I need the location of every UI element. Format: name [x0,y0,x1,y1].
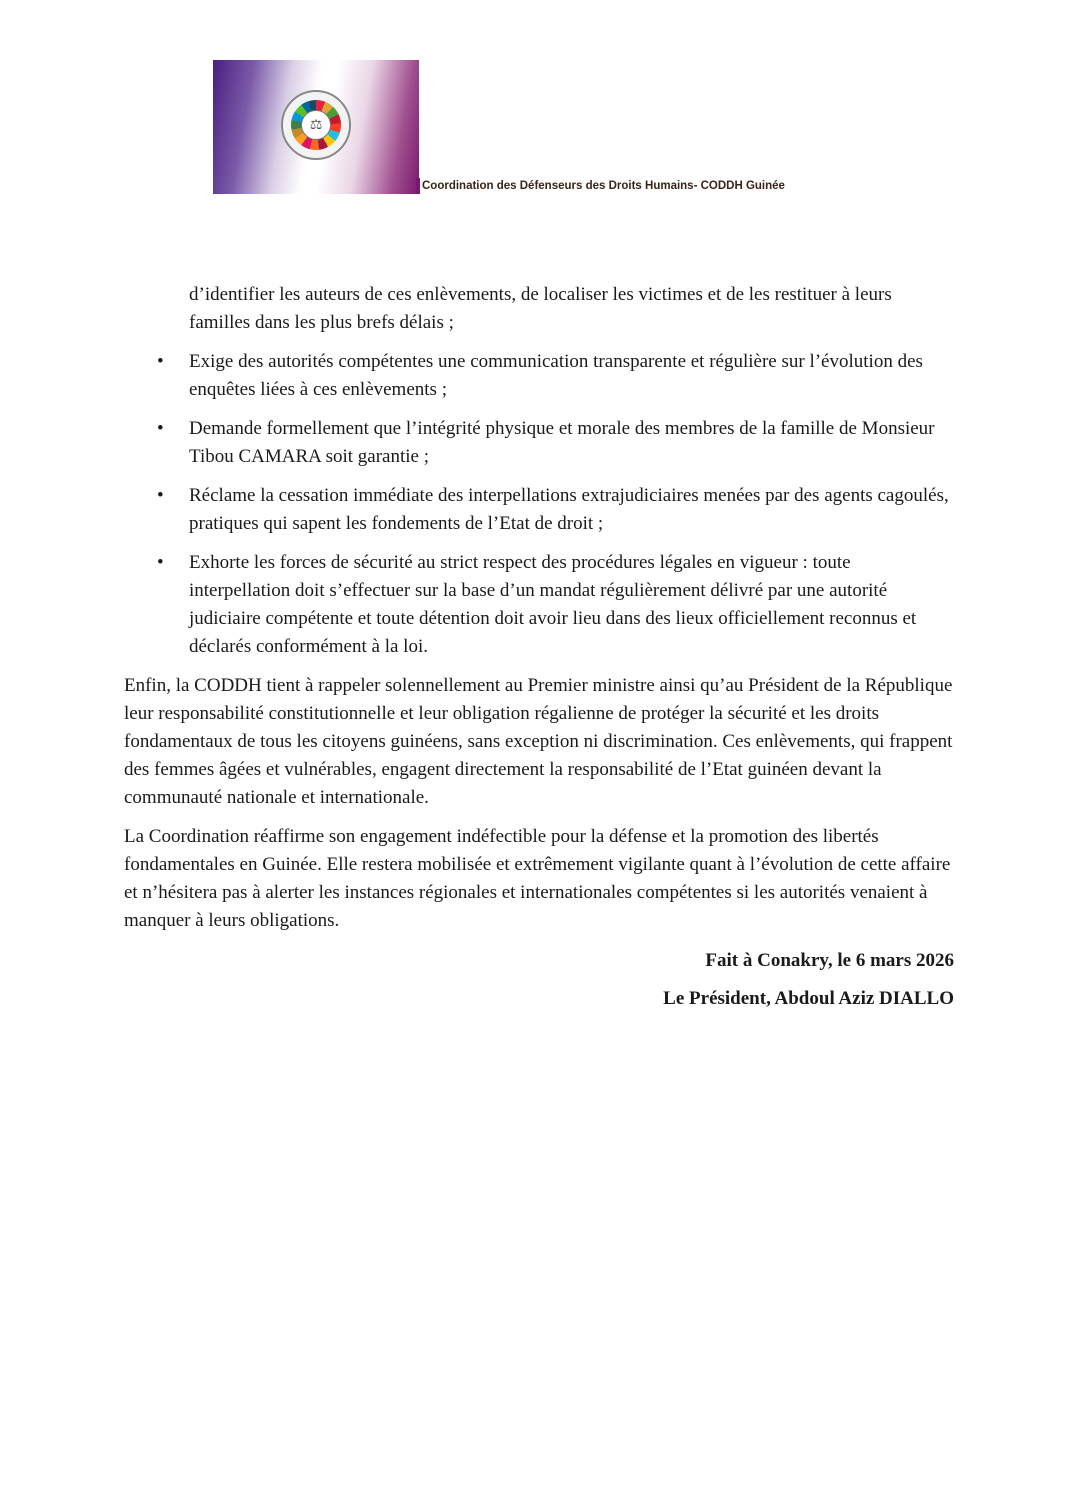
banner-accent-bar [416,178,420,194]
bullet-icon: • [157,418,164,439]
list-item-text: Réclame la cessation immédiate des interpellations extrajudiciaires menées par des agents cagoulés, pratiques qui sapent les fondements de l’Etat de droit ; [189,485,949,534]
list-item [124,482,954,538]
scales-of-justice-icon: ⚖ [301,110,331,140]
place-date: Fait à Conakry, le 6 mars 2026 [705,950,954,971]
bullet-icon: • [157,552,164,573]
signatory: Le Président, Abdoul Aziz DIALLO [663,988,954,1009]
document-body [124,281,954,1013]
list-item [124,348,954,404]
list-item-text: Demande formellement que l’intégrité physique et morale des membres de la famille de Monsieur Tibou CAMARA soit garantie ; [189,418,935,467]
paragraph-responsibility: Enfin, la CODDH tient à rappeler solennellement au Premier ministre ainsi qu’au Président de la République leur responsabilité constitutionnelle et leur obligation régalienne de protéger la sécurité et les droits fondamentaux de tous les citoyens guinéens, sans exception ni discrimination. Ces enlèvements, qui frappent des femmes âgées et vulnérables, engagent directement la responsabilité de l’Etat guinéen devant la communauté nationale et internationale. [124,675,953,808]
continued-bullet-text: d’identifier les auteurs de ces enlèvements, de localiser les victimes et de les restituer à leurs familles dans les plus brefs délais ; [189,284,892,333]
bullet-icon: • [157,485,164,506]
list-item [124,415,954,471]
list-item [124,549,954,661]
header-banner [213,60,419,194]
paragraph-commitment: La Coordination réaffirme son engagement indéfectible pour la défense et la promotion des libertés fondamentales en Guinée. Elle restera mobilisée et extrêmement vigilante quant à l’évolution de cette affaire et n’hésitera pas à alerter les instances régionales et internationales compétentes si les autorités venaient à manquer à leurs obligations. [124,826,951,931]
coddh-seal-logo [281,90,351,160]
bullet-icon: • [157,351,164,372]
organization-name: Coordination des Défenseurs des Droits Humains- CODDH Guinée [422,180,785,192]
list-item-text: Exhorte les forces de sécurité au strict respect des procédures légales en vigueur : toute interpellation doit s’effectuer sur la base d’un mandat régulièrement délivré par une autorité judiciaire compétente et toute détention doit avoir lieu dans des lieux officiellement reconnus et déclarés conformément à la loi. [189,552,917,657]
demands-list [124,348,954,661]
list-item-text: Exige des autorités compétentes une communication transparente et régulière sur l’évolution des enquêtes liées à ces enlèvements ; [189,351,923,400]
